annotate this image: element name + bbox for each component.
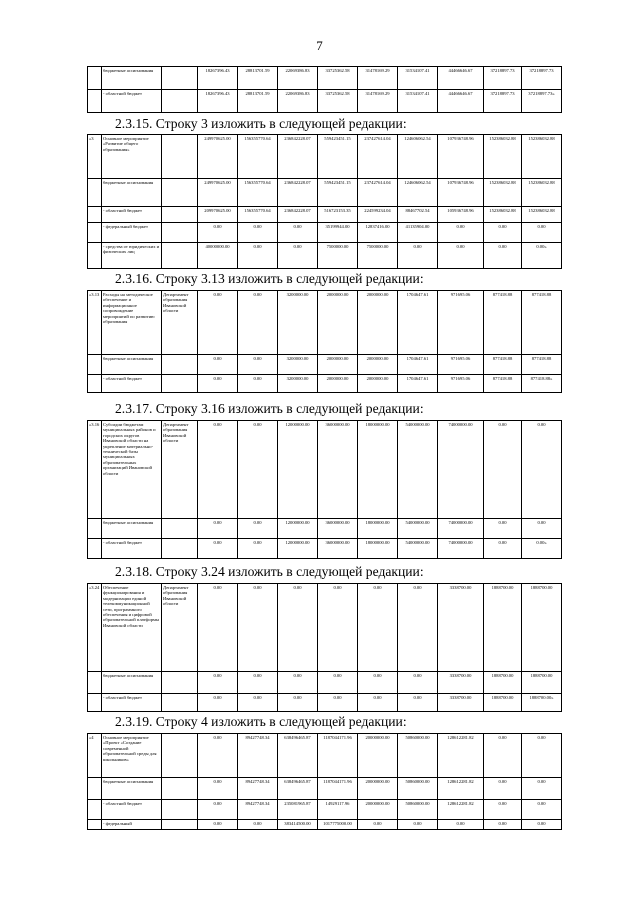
- row-number-cell: «3.24: [88, 584, 102, 672]
- amount-cell: 0.00: [198, 421, 238, 519]
- item-name-cell: Основное мероприятие «Развитие общего образования»: [102, 135, 162, 179]
- amount-cell: 0.00: [522, 778, 562, 800]
- item-name-cell: бюджетные ассигнования: [102, 672, 162, 694]
- amount-cell: 0.00: [358, 672, 398, 694]
- amount-cell: 50860000.00: [398, 800, 438, 820]
- amount-cell: 89427748.34: [238, 800, 278, 820]
- item-name-cell: - областной бюджет: [102, 539, 162, 559]
- amount-cell: 236842228.07: [278, 207, 318, 223]
- item-name-cell: Основное мероприятие «Проект «Создание современной образовательной среды для школьников»: [102, 734, 162, 778]
- amount-cell: 0.00: [438, 223, 484, 243]
- amount-cell: 50860000.00: [398, 734, 438, 778]
- amount-cell: 31534107.41: [398, 67, 438, 90]
- table-row: [88, 179, 562, 207]
- amount-cell: 1187044171.96: [318, 734, 358, 778]
- amount-cell: 516723153.35: [318, 207, 358, 223]
- amount-cell: 877418.88: [484, 291, 522, 355]
- section-heading-2-3-19: 2.3.19. Строку 4 изложить в следующей редакции:: [115, 714, 407, 729]
- item-name-cell: - федеральный бюджет: [102, 223, 162, 243]
- item-name-cell: Обеспечение функционирования и модернизации единой телекоммуникационной сети, программного обеспечения и цифровой образовательной платформы Ивановской области: [102, 584, 162, 672]
- amount-cell: 0.00: [438, 820, 484, 830]
- amount-cell: 0.00: [278, 223, 318, 243]
- amount-cell: 1888700.00: [484, 672, 522, 694]
- table-row: [88, 800, 562, 820]
- budget-table-row-3-13: [87, 290, 562, 393]
- amount-cell: 2000000.00: [358, 355, 398, 375]
- amount-cell: 0.00: [238, 584, 278, 672]
- row-number-cell: [88, 243, 102, 269]
- amount-cell: 0.00: [278, 672, 318, 694]
- amount-cell: 36000000.00: [318, 519, 358, 539]
- amount-cell: 0.00: [278, 243, 318, 269]
- amount-cell: 3338700.00: [438, 672, 484, 694]
- executor-cell: [162, 223, 198, 243]
- amount-cell: 0.00: [238, 355, 278, 375]
- amount-cell: 1888700.00: [484, 584, 522, 672]
- section-heading-2-3-17: 2.3.17. Строку 3.16 изложить в следующей редакции:: [115, 401, 424, 416]
- amount-cell: 36000000.00: [318, 421, 358, 519]
- amount-cell: 31478169.29: [358, 67, 398, 90]
- executor-cell: [162, 243, 198, 269]
- row-number-cell: «3: [88, 135, 102, 179]
- item-name-cell: - областной бюджет: [102, 207, 162, 223]
- amount-cell: 74000000.00: [438, 519, 484, 539]
- amount-cell: 7500000.00: [318, 243, 358, 269]
- amount-cell: 89427748.34: [238, 778, 278, 800]
- amount-cell: 224599234.04: [358, 207, 398, 223]
- amount-cell: 0.00: [198, 694, 238, 712]
- amount-cell: 0.00: [522, 223, 562, 243]
- amount-cell: 28813701.59: [238, 67, 278, 90]
- item-name-cell: - областной бюджет: [102, 800, 162, 820]
- amount-cell: 105936748.96: [438, 207, 484, 223]
- amount-cell: 249970625.00: [198, 179, 238, 207]
- item-name-cell: бюджетные ассигнования: [102, 67, 162, 90]
- amount-cell: 0.00: [198, 375, 238, 393]
- amount-cell: 237427614.04: [358, 135, 398, 179]
- item-name-cell: Субсидии бюджетам муниципальных районов и городских округов Ивановской области на укрепление материально-технической базы муниципальных образовательных организаций Ивановской области: [102, 421, 162, 519]
- budget-table-row-3-16: [87, 420, 562, 559]
- amount-cell: 0.00: [484, 519, 522, 539]
- amount-cell: 1187044171.96: [318, 778, 358, 800]
- executor-cell: [162, 800, 198, 820]
- amount-cell: 40000000.00: [198, 243, 238, 269]
- amount-cell: 0.00: [198, 291, 238, 355]
- amount-cell: 0.00: [238, 421, 278, 519]
- amount-cell: 7500000.00: [358, 243, 398, 269]
- amount-cell: 0.00: [278, 584, 318, 672]
- amount-cell: 41135904.00: [398, 223, 438, 243]
- amount-cell: 124606062.54: [398, 135, 438, 179]
- amount-cell: 559423451.15: [318, 179, 358, 207]
- amount-cell: 0.00: [198, 672, 238, 694]
- amount-cell: 971695.06: [438, 375, 484, 393]
- amount-cell: 0.00: [238, 291, 278, 355]
- amount-cell: 3200000.00: [278, 375, 318, 393]
- amount-cell: 2000000.00: [318, 375, 358, 393]
- table-row: [88, 243, 562, 269]
- amount-cell: 0.00: [318, 584, 358, 672]
- amount-cell: 0.00: [484, 539, 522, 559]
- amount-cell: 0.00: [198, 539, 238, 559]
- amount-cell: 1888700.00: [522, 672, 562, 694]
- amount-cell: 249970625.00: [198, 135, 238, 179]
- table-row: [88, 291, 562, 355]
- amount-cell: 18267396.43: [198, 90, 238, 113]
- amount-cell: 12837416.00: [358, 223, 398, 243]
- item-name-cell: бюджетные ассигнования: [102, 179, 162, 207]
- table-row: [88, 421, 562, 519]
- section-heading-2-3-15: 2.3.15. Строку 3 изложить в следующей редакции:: [115, 116, 407, 131]
- amount-cell: 877418.88: [484, 375, 522, 393]
- table-row: [88, 223, 562, 243]
- amount-cell: 383414500.00: [278, 820, 318, 830]
- amount-cell: 1704647.61: [398, 291, 438, 355]
- amount-cell: 971695.06: [438, 291, 484, 355]
- item-name-cell: - средства от юридических и физических лиц: [102, 243, 162, 269]
- row-number-cell: [88, 355, 102, 375]
- executor-cell: [162, 355, 198, 375]
- row-number-cell: [88, 800, 102, 820]
- amount-cell: 152386032.88: [522, 179, 562, 207]
- amount-cell: 877418.88: [522, 291, 562, 355]
- amount-cell: 152386032.88: [484, 207, 522, 223]
- amount-cell: 0.00»: [522, 539, 562, 559]
- amount-cell: 2000000.00: [358, 375, 398, 393]
- amount-cell: 37218897.73»: [522, 90, 562, 113]
- amount-cell: 0.00: [198, 820, 238, 830]
- amount-cell: 0.00: [238, 539, 278, 559]
- table-row: [88, 778, 562, 800]
- item-name-cell: - областной бюджет: [102, 90, 162, 113]
- amount-cell: 0.00: [484, 778, 522, 800]
- executor-cell: [162, 672, 198, 694]
- executor-cell: [162, 375, 198, 393]
- amount-cell: 0.00: [198, 223, 238, 243]
- executor-cell: Департамент образования Ивановской области: [162, 584, 198, 672]
- amount-cell: 152386032.88: [522, 135, 562, 179]
- amount-cell: 1704647.61: [398, 355, 438, 375]
- amount-cell: 0.00: [398, 820, 438, 830]
- executor-cell: [162, 135, 198, 179]
- amount-cell: 107936748.96: [438, 179, 484, 207]
- amount-cell: 209970625.00: [198, 207, 238, 223]
- amount-cell: 35199944.00: [318, 223, 358, 243]
- amount-cell: 1704647.61: [398, 375, 438, 393]
- amount-cell: 0.00: [198, 519, 238, 539]
- amount-cell: 12000000.00: [278, 519, 318, 539]
- amount-cell: 0.00: [238, 243, 278, 269]
- amount-cell: 20000000.00: [358, 734, 398, 778]
- amount-cell: 0.00: [522, 734, 562, 778]
- executor-cell: [162, 694, 198, 712]
- row-number-cell: «3.13: [88, 291, 102, 355]
- amount-cell: 2000000.00: [318, 355, 358, 375]
- table-row: [88, 67, 562, 90]
- amount-cell: 877418.88»: [522, 375, 562, 393]
- amount-cell: 0.00: [238, 694, 278, 712]
- amount-cell: 3200000.00: [278, 355, 318, 375]
- budget-table-row-3: [87, 134, 562, 269]
- amount-cell: 44466646.67: [438, 90, 484, 113]
- amount-cell: 2000000.00: [358, 291, 398, 355]
- amount-cell: 0.00: [238, 223, 278, 243]
- amount-cell: 0.00: [398, 672, 438, 694]
- amount-cell: 88467702.54: [398, 207, 438, 223]
- amount-cell: 236842228.07: [278, 179, 318, 207]
- amount-cell: 54000000.00: [398, 421, 438, 519]
- section-heading-2-3-18: 2.3.18. Строку 3.24 изложить в следующей редакции:: [115, 564, 424, 579]
- table-row: [88, 672, 562, 694]
- amount-cell: 128612281.82: [438, 800, 484, 820]
- executor-cell: [162, 820, 198, 830]
- amount-cell: 0.00: [438, 243, 484, 269]
- amount-cell: 1888700.00»: [522, 694, 562, 712]
- amount-cell: 14929117.96: [318, 800, 358, 820]
- amount-cell: 33725362.58: [318, 67, 358, 90]
- table-row: [88, 694, 562, 712]
- executor-cell: [162, 207, 198, 223]
- amount-cell: 0.00: [522, 421, 562, 519]
- table-row: [88, 519, 562, 539]
- section-heading-2-3-16: 2.3.16. Строку 3.13 изложить в следующей редакции:: [115, 271, 424, 286]
- row-number-cell: [88, 67, 102, 90]
- amount-cell: 0.00: [484, 223, 522, 243]
- item-name-cell: - федеральный: [102, 820, 162, 830]
- amount-cell: 128612281.82: [438, 778, 484, 800]
- amount-cell: 237427614.04: [358, 179, 398, 207]
- executor-cell: Департамент образования Ивановской области: [162, 291, 198, 355]
- amount-cell: 0.00: [522, 519, 562, 539]
- amount-cell: 152386032.88: [484, 135, 522, 179]
- amount-cell: 18000000.00: [358, 539, 398, 559]
- amount-cell: 12000000.00: [278, 539, 318, 559]
- amount-cell: 74000000.00: [438, 421, 484, 519]
- amount-cell: 0.00: [318, 694, 358, 712]
- amount-cell: 0.00: [278, 694, 318, 712]
- amount-cell: 0.00: [398, 694, 438, 712]
- executor-cell: [162, 67, 198, 90]
- amount-cell: 0.00: [484, 800, 522, 820]
- amount-cell: 0.00: [522, 820, 562, 830]
- amount-cell: 0.00: [522, 800, 562, 820]
- row-number-cell: [88, 778, 102, 800]
- amount-cell: 0.00: [238, 375, 278, 393]
- amount-cell: 0.00: [398, 243, 438, 269]
- budget-table-row-3-24: [87, 583, 562, 712]
- row-number-cell: [88, 223, 102, 243]
- amount-cell: 0.00: [238, 820, 278, 830]
- amount-cell: 2000000.00: [318, 291, 358, 355]
- amount-cell: 28813701.59: [238, 90, 278, 113]
- amount-cell: 54000000.00: [398, 519, 438, 539]
- amount-cell: 152386032.88: [484, 179, 522, 207]
- table-row: [88, 207, 562, 223]
- amount-cell: 1017775000.00: [318, 820, 358, 830]
- item-name-cell: бюджетные ассигнования: [102, 519, 162, 539]
- amount-cell: 0.00: [198, 778, 238, 800]
- executor-cell: Департамент образования Ивановской области: [162, 421, 198, 519]
- amount-cell: 0.00: [238, 519, 278, 539]
- amount-cell: 89427748.34: [238, 734, 278, 778]
- amount-cell: 54000000.00: [398, 539, 438, 559]
- amount-cell: 18000000.00: [358, 519, 398, 539]
- amount-cell: 107936748.96: [438, 135, 484, 179]
- amount-cell: 1888700.00: [484, 694, 522, 712]
- item-name-cell: Расходы на методическое обеспечение и информационное сопровождение мероприятий по развитию образования: [102, 291, 162, 355]
- amount-cell: 20000000.00: [358, 800, 398, 820]
- table-row: [88, 375, 562, 393]
- amount-cell: 37218897.73: [522, 67, 562, 90]
- table-row: [88, 90, 562, 113]
- amount-cell: 0.00: [358, 694, 398, 712]
- budget-table-row-4: [87, 733, 562, 830]
- item-name-cell: - областной бюджет: [102, 694, 162, 712]
- amount-cell: 0.00: [198, 355, 238, 375]
- row-number-cell: [88, 375, 102, 393]
- budget-table-continued: [87, 66, 562, 113]
- executor-cell: [162, 90, 198, 113]
- amount-cell: 37218897.73: [484, 67, 522, 90]
- executor-cell: [162, 778, 198, 800]
- table-row: [88, 584, 562, 672]
- amount-cell: 0.00: [484, 734, 522, 778]
- amount-cell: 31478169.29: [358, 90, 398, 113]
- amount-cell: 559423451.15: [318, 135, 358, 179]
- item-name-cell: - областной бюджет: [102, 375, 162, 393]
- amount-cell: 0.00»: [522, 243, 562, 269]
- amount-cell: 0.00: [238, 672, 278, 694]
- amount-cell: 0.00: [318, 672, 358, 694]
- amount-cell: 0.00: [198, 734, 238, 778]
- row-number-cell: [88, 820, 102, 830]
- amount-cell: 0.00: [484, 421, 522, 519]
- row-number-cell: «4: [88, 734, 102, 778]
- amount-cell: 156355770.64: [238, 179, 278, 207]
- amount-cell: 3338700.00: [438, 584, 484, 672]
- amount-cell: 31534107.41: [398, 90, 438, 113]
- table-row: [88, 820, 562, 830]
- row-number-cell: «3.16: [88, 421, 102, 519]
- amount-cell: 0.00: [484, 820, 522, 830]
- amount-cell: 0.00: [358, 584, 398, 672]
- amount-cell: 152386032.88: [522, 207, 562, 223]
- amount-cell: 235081965.87: [278, 800, 318, 820]
- amount-cell: 128612281.82: [438, 734, 484, 778]
- amount-cell: 44466646.67: [438, 67, 484, 90]
- table-row: [88, 135, 562, 179]
- amount-cell: 33725362.58: [318, 90, 358, 113]
- row-number-cell: [88, 519, 102, 539]
- amount-cell: 638496465.87: [278, 734, 318, 778]
- amount-cell: 236842228.07: [278, 135, 318, 179]
- amount-cell: 18267396.43: [198, 67, 238, 90]
- executor-cell: [162, 734, 198, 778]
- row-number-cell: [88, 90, 102, 113]
- amount-cell: 36000000.00: [318, 539, 358, 559]
- amount-cell: 156355770.64: [238, 135, 278, 179]
- amount-cell: 20000000.00: [358, 778, 398, 800]
- row-number-cell: [88, 179, 102, 207]
- row-number-cell: [88, 539, 102, 559]
- amount-cell: 877418.88: [522, 355, 562, 375]
- amount-cell: 1888700.00: [522, 584, 562, 672]
- amount-cell: 124606062.54: [398, 179, 438, 207]
- executor-cell: [162, 539, 198, 559]
- row-number-cell: [88, 207, 102, 223]
- amount-cell: 0.00: [198, 584, 238, 672]
- amount-cell: 22069386.83: [278, 67, 318, 90]
- amount-cell: 638496465.87: [278, 778, 318, 800]
- amount-cell: 37218897.73: [484, 90, 522, 113]
- amount-cell: 22069386.83: [278, 90, 318, 113]
- amount-cell: 0.00: [358, 820, 398, 830]
- amount-cell: 877418.88: [484, 355, 522, 375]
- amount-cell: 0.00: [198, 800, 238, 820]
- amount-cell: 18000000.00: [358, 421, 398, 519]
- amount-cell: 971695.06: [438, 355, 484, 375]
- amount-cell: 0.00: [398, 584, 438, 672]
- amount-cell: 3338700.00: [438, 694, 484, 712]
- amount-cell: 156355770.64: [238, 207, 278, 223]
- page-number: 7: [316, 38, 323, 53]
- item-name-cell: бюджетные ассигнования: [102, 355, 162, 375]
- table-row: [88, 355, 562, 375]
- amount-cell: 74000000.00: [438, 539, 484, 559]
- executor-cell: [162, 519, 198, 539]
- table-row: [88, 539, 562, 559]
- executor-cell: [162, 179, 198, 207]
- amount-cell: 3200000.00: [278, 291, 318, 355]
- amount-cell: 0.00: [484, 243, 522, 269]
- table-row: [88, 734, 562, 778]
- row-number-cell: [88, 672, 102, 694]
- amount-cell: 12000000.00: [278, 421, 318, 519]
- amount-cell: 50860000.00: [398, 778, 438, 800]
- row-number-cell: [88, 694, 102, 712]
- item-name-cell: бюджетные ассигнования: [102, 778, 162, 800]
